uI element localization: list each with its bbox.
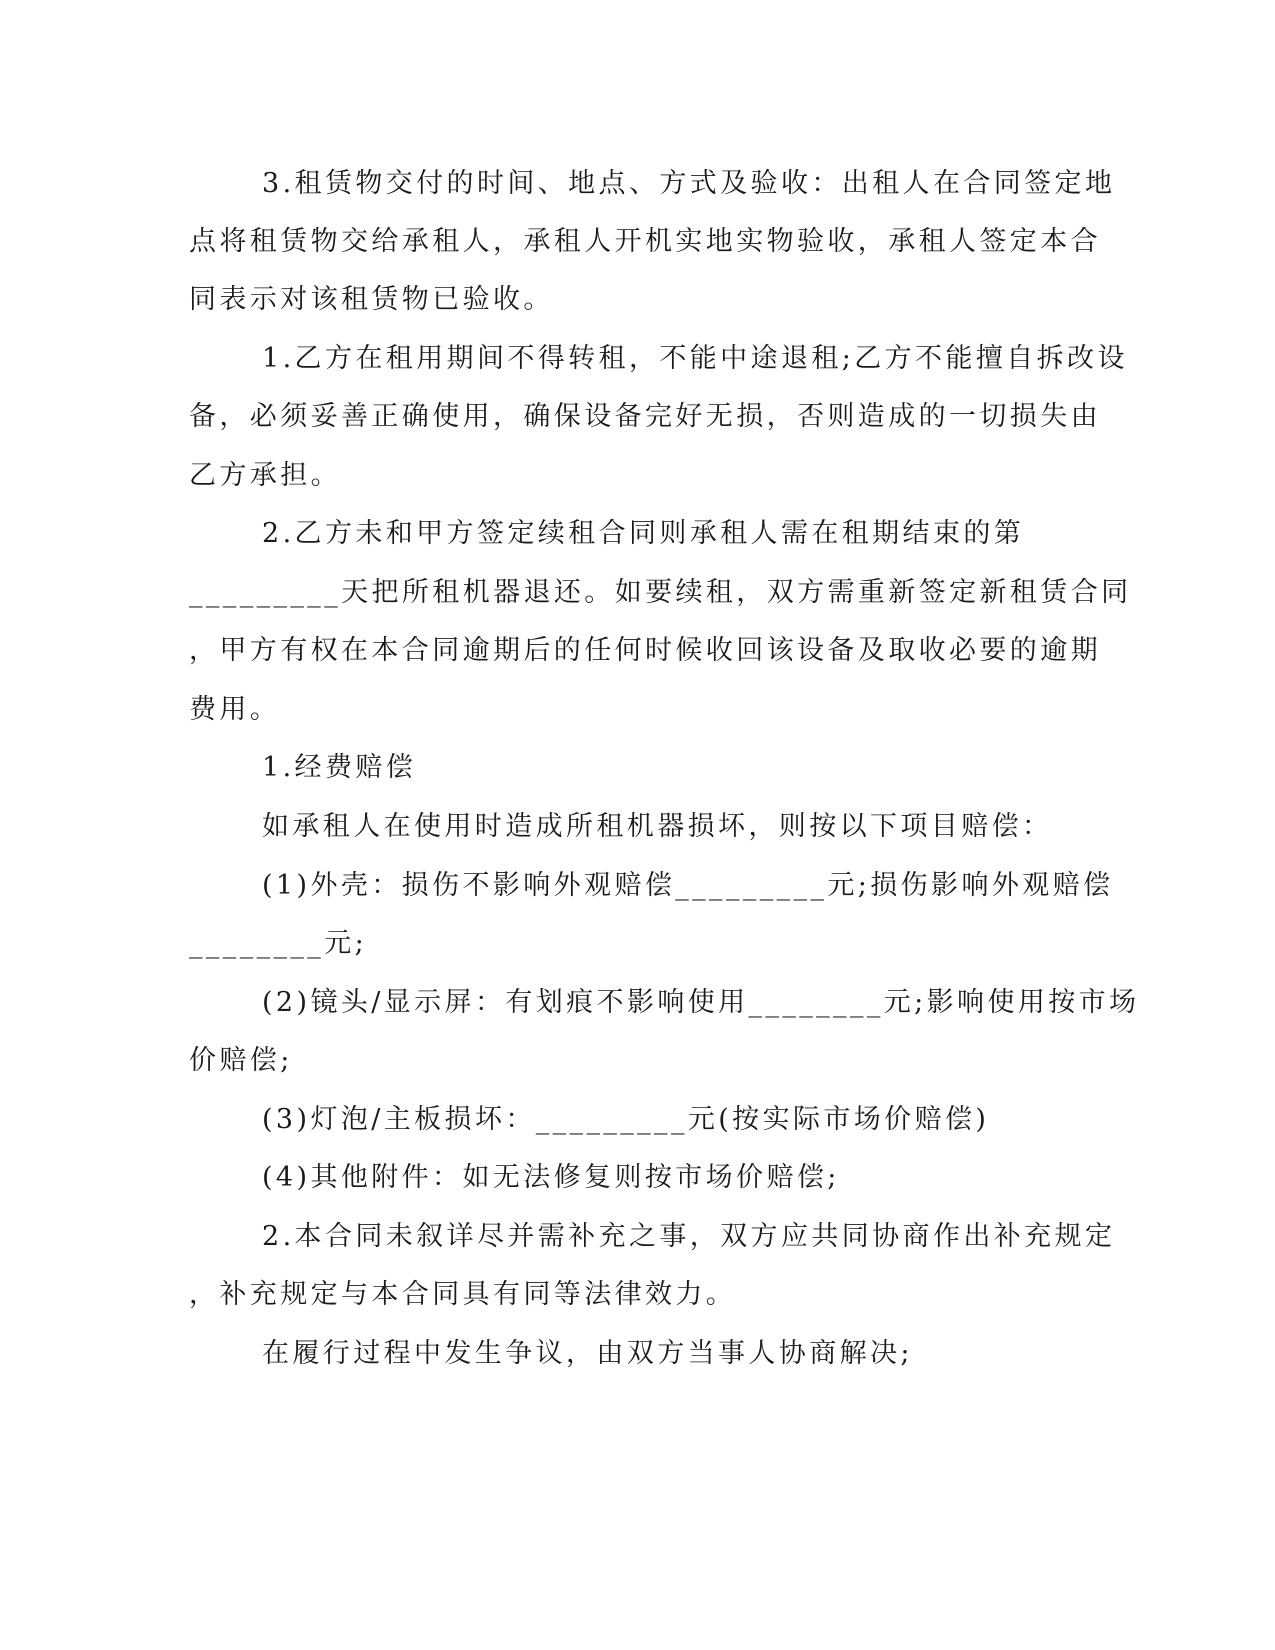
text-line: ，补充规定与本合同具有同等法律效力。 — [189, 1279, 737, 1310]
text-line: 费用。 — [189, 694, 281, 725]
text-line: 1.乙方在租用期间不得转租，不能中途退租;乙方不能擅自拆改设 — [262, 343, 1128, 374]
text-line: 如承租人在使用时造成所租机器损坏，则按以下项目赔偿： — [262, 811, 1053, 842]
text-line: ________元; — [189, 928, 368, 959]
text-line: (4)其他附件：如无法修复则按市场价赔偿; — [262, 1162, 840, 1193]
text-line: 2.本合同未叙详尽并需补充之事，双方应共同协商作出补充规定 — [262, 1221, 1116, 1252]
text-line: 备，必须妥善正确使用，确保设备完好无损，否则造成的一切损失由 — [189, 401, 1101, 432]
text-line: 2.乙方未和甲方签定续租合同则承租人需在租期结束的第 — [262, 518, 1025, 549]
text-line: 同表示对该租赁物已验收。 — [189, 284, 554, 315]
text-line: (2)镜头/显示屏：有划痕不影响使用________元;影响使用按市场 — [262, 987, 1140, 1018]
text-line: (1)外壳：损伤不影响外观赔偿_________元;损伤影响外观赔偿 — [262, 870, 1114, 901]
text-line: (3)灯泡/主板损坏：_________元(按实际市场价赔偿) — [262, 1104, 990, 1135]
text-line: 价赔偿; — [189, 1045, 293, 1076]
text-line: _________天把所租机器退还。如要续租，双方需重新签定新租赁合同 — [189, 577, 1132, 608]
text-line: ，甲方有权在本合同逾期后的任何时候收回该设备及取收必要的逾期 — [189, 635, 1101, 666]
text-line: 在履行过程中发生争议，由双方当事人协商解决; — [262, 1338, 913, 1369]
section-heading: 1.经费赔偿 — [262, 752, 417, 783]
text-line: 乙方承担。 — [189, 460, 341, 491]
text-line: 点将租赁物交给承租人，承租人开机实地实物验收，承租人签定本合 — [189, 226, 1101, 257]
text-line: 3.租赁物交付的时间、地点、方式及验收：出租人在合同签定地 — [262, 168, 1116, 199]
